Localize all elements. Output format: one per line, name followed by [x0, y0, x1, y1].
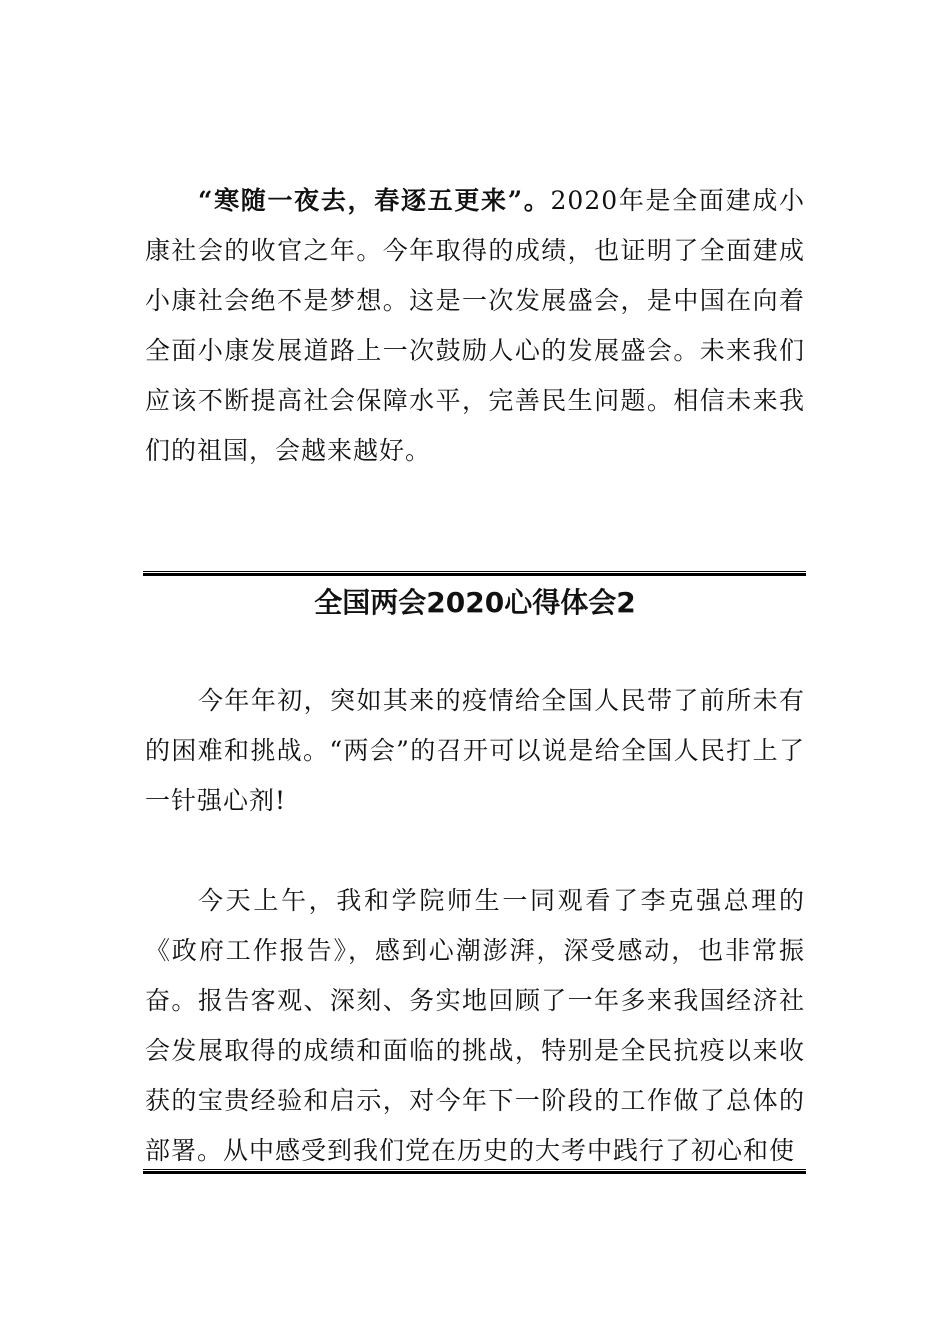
paragraph-1-text: 2020年是全面建成小康社会的收官之年。今年取得的成绩，也证明了全面建成小康社会绝不是梦想。这是一次发展盛会，是中国在向着全面小康发展道路上一次鼓励人心的发展盛会。未来我们应该不断提高社会保障水平，完善民生问题。相信未来我们的祖国，会越来越好。 [145, 186, 806, 465]
paragraph-3: 今天上午，我和学院师生一同观看了李克强总理的《政府工作报告》，感到心潮澎湃，深受感动，也非常振奋。报告客观、深刻、务实地回顾了一年多来我国经济社会发展取得的成绩和面临的挑战，特别是全民抗疫以来收获的宝贵经验和启示，对今年下一阶段的工作做了总体的部署。从中感受到我们党在历史的大考中践行了初心和使 [145, 886, 805, 1165]
paragraph-2: 今年年初，突如其来的疫情给全国人民带了前所未有的困难和挑战。“两会”的召开可以说是给全国人民打上了一针强心剂! [145, 686, 805, 815]
paragraph-1 [145, 176, 805, 476]
page-footer-divider [143, 1169, 806, 1174]
paragraph-1-lead-quote: “寒随一夜去，春逐五更来”。 [198, 186, 551, 215]
section-divider-top [143, 571, 806, 576]
section-heading: 全国两会2020心得体会2 [314, 586, 636, 619]
